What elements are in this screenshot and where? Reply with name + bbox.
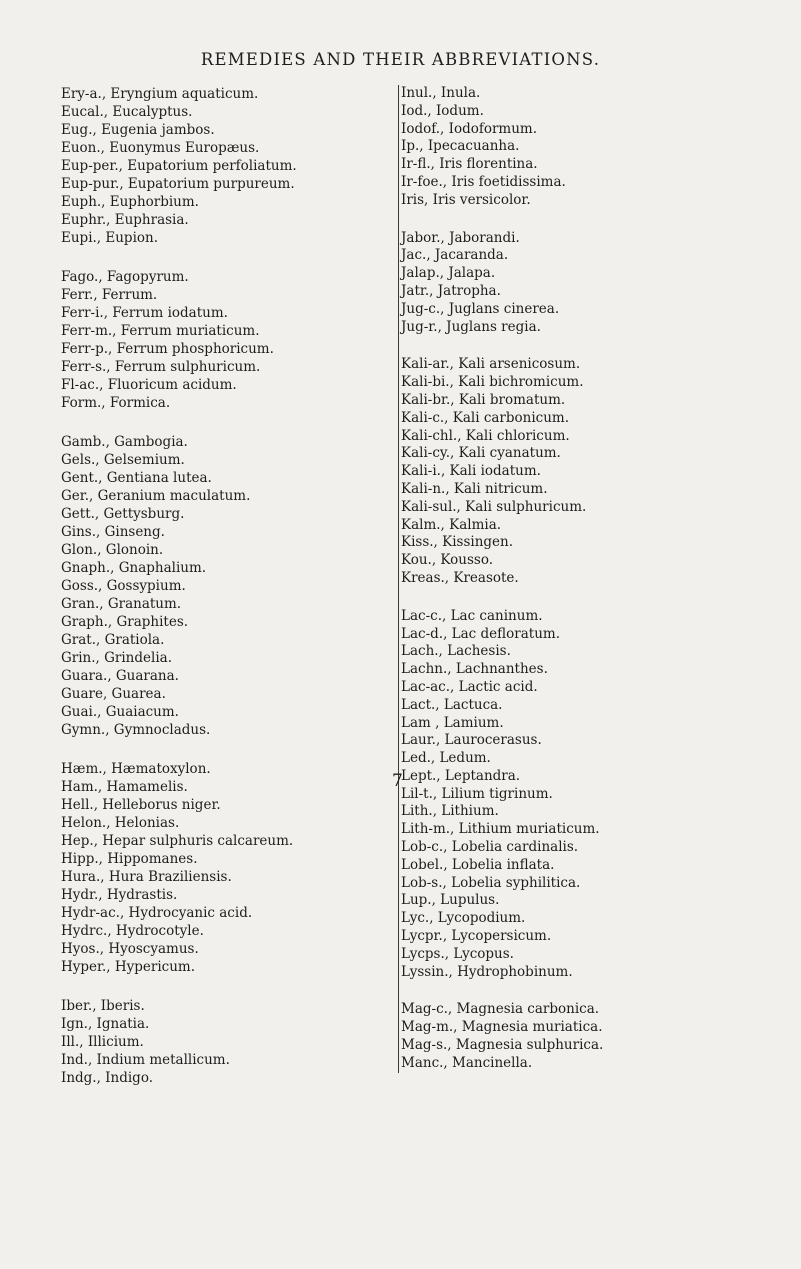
entry: Kali-n., Kali nitricum. [401,480,548,497]
entry: Eup-per., Eupatorium perfoliatum. [61,158,297,174]
entry: Glon., Glonoin. [61,542,164,558]
entry: Mag-s., Magnesia sulphurica. [401,1037,604,1054]
entry: Ind., Indium metallicum. [61,1052,230,1068]
letter-group-e [61,85,387,247]
entry: Form., Formica. [61,395,171,411]
entry: Kali-i., Kali iodatum. [401,463,541,480]
entry: Ham., Hamamelis. [61,779,188,795]
entry: Lycps., Lycopus. [401,945,514,962]
entry: Ign., Ignatia. [61,1016,150,1032]
entry: Gnaph., Gnaphalium. [61,560,207,576]
entry: Eucal., Eucalyptus. [61,104,193,120]
right-column [398,85,801,1073]
entry: Kiss., Kissingen. [401,534,514,551]
entry: Jug-c., Juglans cinerea. [401,300,560,317]
entry: Lobel., Lobelia inflata. [401,856,555,873]
entry: Lil-t., Lilium tigrinum. [401,785,553,802]
entry: Hyos., Hyoscyamus. [61,941,199,957]
entry: Euph., Euphorbium. [61,194,199,210]
entry: Kali-cy., Kali cyanatum. [401,445,561,462]
page-number: 7 [392,771,403,791]
left-column [61,85,387,1087]
entry: Lob-c., Lobelia cardinalis. [401,839,579,856]
entry: Goss., Gossypium. [61,578,186,594]
entry: Hydr., Hydrastis. [61,887,178,903]
entry: Kali-c., Kali carbonicum. [401,409,570,426]
entry: Graph., Graphites. [61,614,189,630]
entry: Eup-pur., Eupatorium purpureum. [61,176,295,192]
entry: Gent., Gentiana lutea. [61,470,212,486]
entry: Jac., Jacaranda. [401,247,509,264]
entry: Indg., Indigo. [61,1070,153,1086]
letter-group-j [401,230,801,337]
entry: Eug., Eugenia jambos. [61,122,215,138]
entry: Ferr-m., Ferrum muriaticum. [61,323,260,339]
letter-group-f [61,268,387,412]
entry: Jalap., Jalapa. [401,265,496,282]
page-title: REMEDIES AND THEIR ABBREVIATIONS. [200,50,601,69]
entry: Lith-m., Lithium muriaticum. [401,821,600,838]
entry: Gins., Ginseng. [61,524,165,540]
entry: Hura., Hura Braziliensis. [61,869,232,885]
entry: Kou., Kousso. [401,552,494,569]
entry: Guara., Guarana. [61,668,179,684]
entry: Hydrc., Hydrocotyle. [61,923,204,939]
letter-group-k [401,356,801,587]
entry: Ferr-i., Ferrum iodatum. [61,305,228,321]
entry: Lept., Leptandra. [401,767,521,784]
letter-group-l [401,608,801,982]
letter-group-h [61,760,387,976]
entry: Guare, Guarea. [61,686,166,702]
entry: Hell., Helleborus niger. [61,797,221,813]
entry: Eupi., Eupion. [61,230,159,246]
entry: Fago., Fagopyrum. [61,269,189,285]
entry: Kali-sul., Kali sulphuricum. [401,498,587,515]
entry: Lachn., Lachnanthes. [401,661,548,678]
entry: Lach., Lachesis. [401,643,511,660]
entry: Jabor., Jaborandi. [401,229,520,246]
entry: Laur., Laurocerasus. [401,732,542,749]
entry: Manc., Mancinella. [401,1054,533,1071]
entry: Ery-a., Eryngium aquaticum. [61,86,259,102]
entry: Kalm., Kalmia. [401,516,502,533]
entry: Euon., Euonymus Europæus. [61,140,260,156]
entry: Ger., Geranium maculatum. [61,488,251,504]
entry: Fl-ac., Fluoricum acidum. [61,377,237,393]
entry: Lith., Lithium. [401,803,499,820]
entry: Iris, Iris versicolor. [401,191,531,208]
entry: Euphr., Euphrasia. [61,212,189,228]
entry: Gels., Gelsemium. [61,452,185,468]
entry: Guai., Guaiacum. [61,704,179,720]
entry: Helon., Helonias. [61,815,180,831]
letter-group-i-continued [401,85,801,210]
entry: Led., Ledum. [401,750,491,767]
entry: Hyper., Hypericum. [61,959,196,975]
entry: Lac-ac., Lactic acid. [401,678,538,695]
entry: Lob-s., Lobelia syphilitica. [401,874,581,891]
letter-group-m [401,1001,801,1072]
entry: Grin., Grindelia. [61,650,172,666]
entry: Ferr-p., Ferrum phosphoricum. [61,341,274,357]
entry: Lup., Lupulus. [401,892,500,909]
entry: Mag-m., Magnesia muriatica. [401,1019,603,1036]
entry: Gymn., Gymnocladus. [61,722,211,738]
entry: Lac-c., Lac caninum. [401,607,543,624]
entry: Hydr-ac., Hydrocyanic acid. [61,905,253,921]
entry: Mag-c., Magnesia carbonica. [401,1001,600,1018]
entry: Lyc., Lycopodium. [401,910,526,927]
entry: Ferr-s., Ferrum sulphuricum. [61,359,261,375]
letter-group-g [61,433,387,739]
entry: Lac-d., Lac defloratum. [401,625,560,642]
entry: Ir-foe., Iris foetidissima. [401,173,566,190]
entry: Kali-chl., Kali chloricum. [401,427,570,444]
entry: Gran., Granatum. [61,596,182,612]
entry: Lyssin., Hydrophobinum. [401,963,573,980]
entry: Inul., Inula. [401,85,481,101]
entry: Lact., Lactuca. [401,696,503,713]
letter-group-i [61,997,387,1087]
entry: Iod., Iodum. [401,102,484,119]
entry: Kali-br., Kali bromatum. [401,391,566,408]
entry: Ir-fl., Iris florentina. [401,156,538,173]
entry: Gamb., Gambogia. [61,434,188,450]
entry: Hæm., Hæmatoxylon. [61,761,211,777]
entry: Ip., Ipecacuanha. [401,138,520,155]
entry: Hipp., Hippomanes. [61,851,198,867]
entry: Kreas., Kreasote. [401,569,519,586]
entry: Jatr., Jatropha. [401,282,501,299]
entry: Gett., Gettysburg. [61,506,185,522]
entry: Ill., Illicium. [61,1034,144,1050]
entry: Lam , Lamium. [401,714,504,731]
entry: Iodof., Iodoformum. [401,120,538,137]
entry: Hep., Hepar sulphuris calcareum. [61,833,294,849]
entry: Jug-r., Juglans regia. [401,318,541,335]
entry: Iber., Iberis. [61,998,145,1014]
entry: Ferr., Ferrum. [61,287,158,303]
entry: Kali-bi., Kali bichromicum. [401,374,584,391]
entry: Lycpr., Lycopersicum. [401,928,552,945]
entry: Kali-ar., Kali arsenicosum. [401,356,581,373]
entry: Grat., Gratiola. [61,632,165,648]
